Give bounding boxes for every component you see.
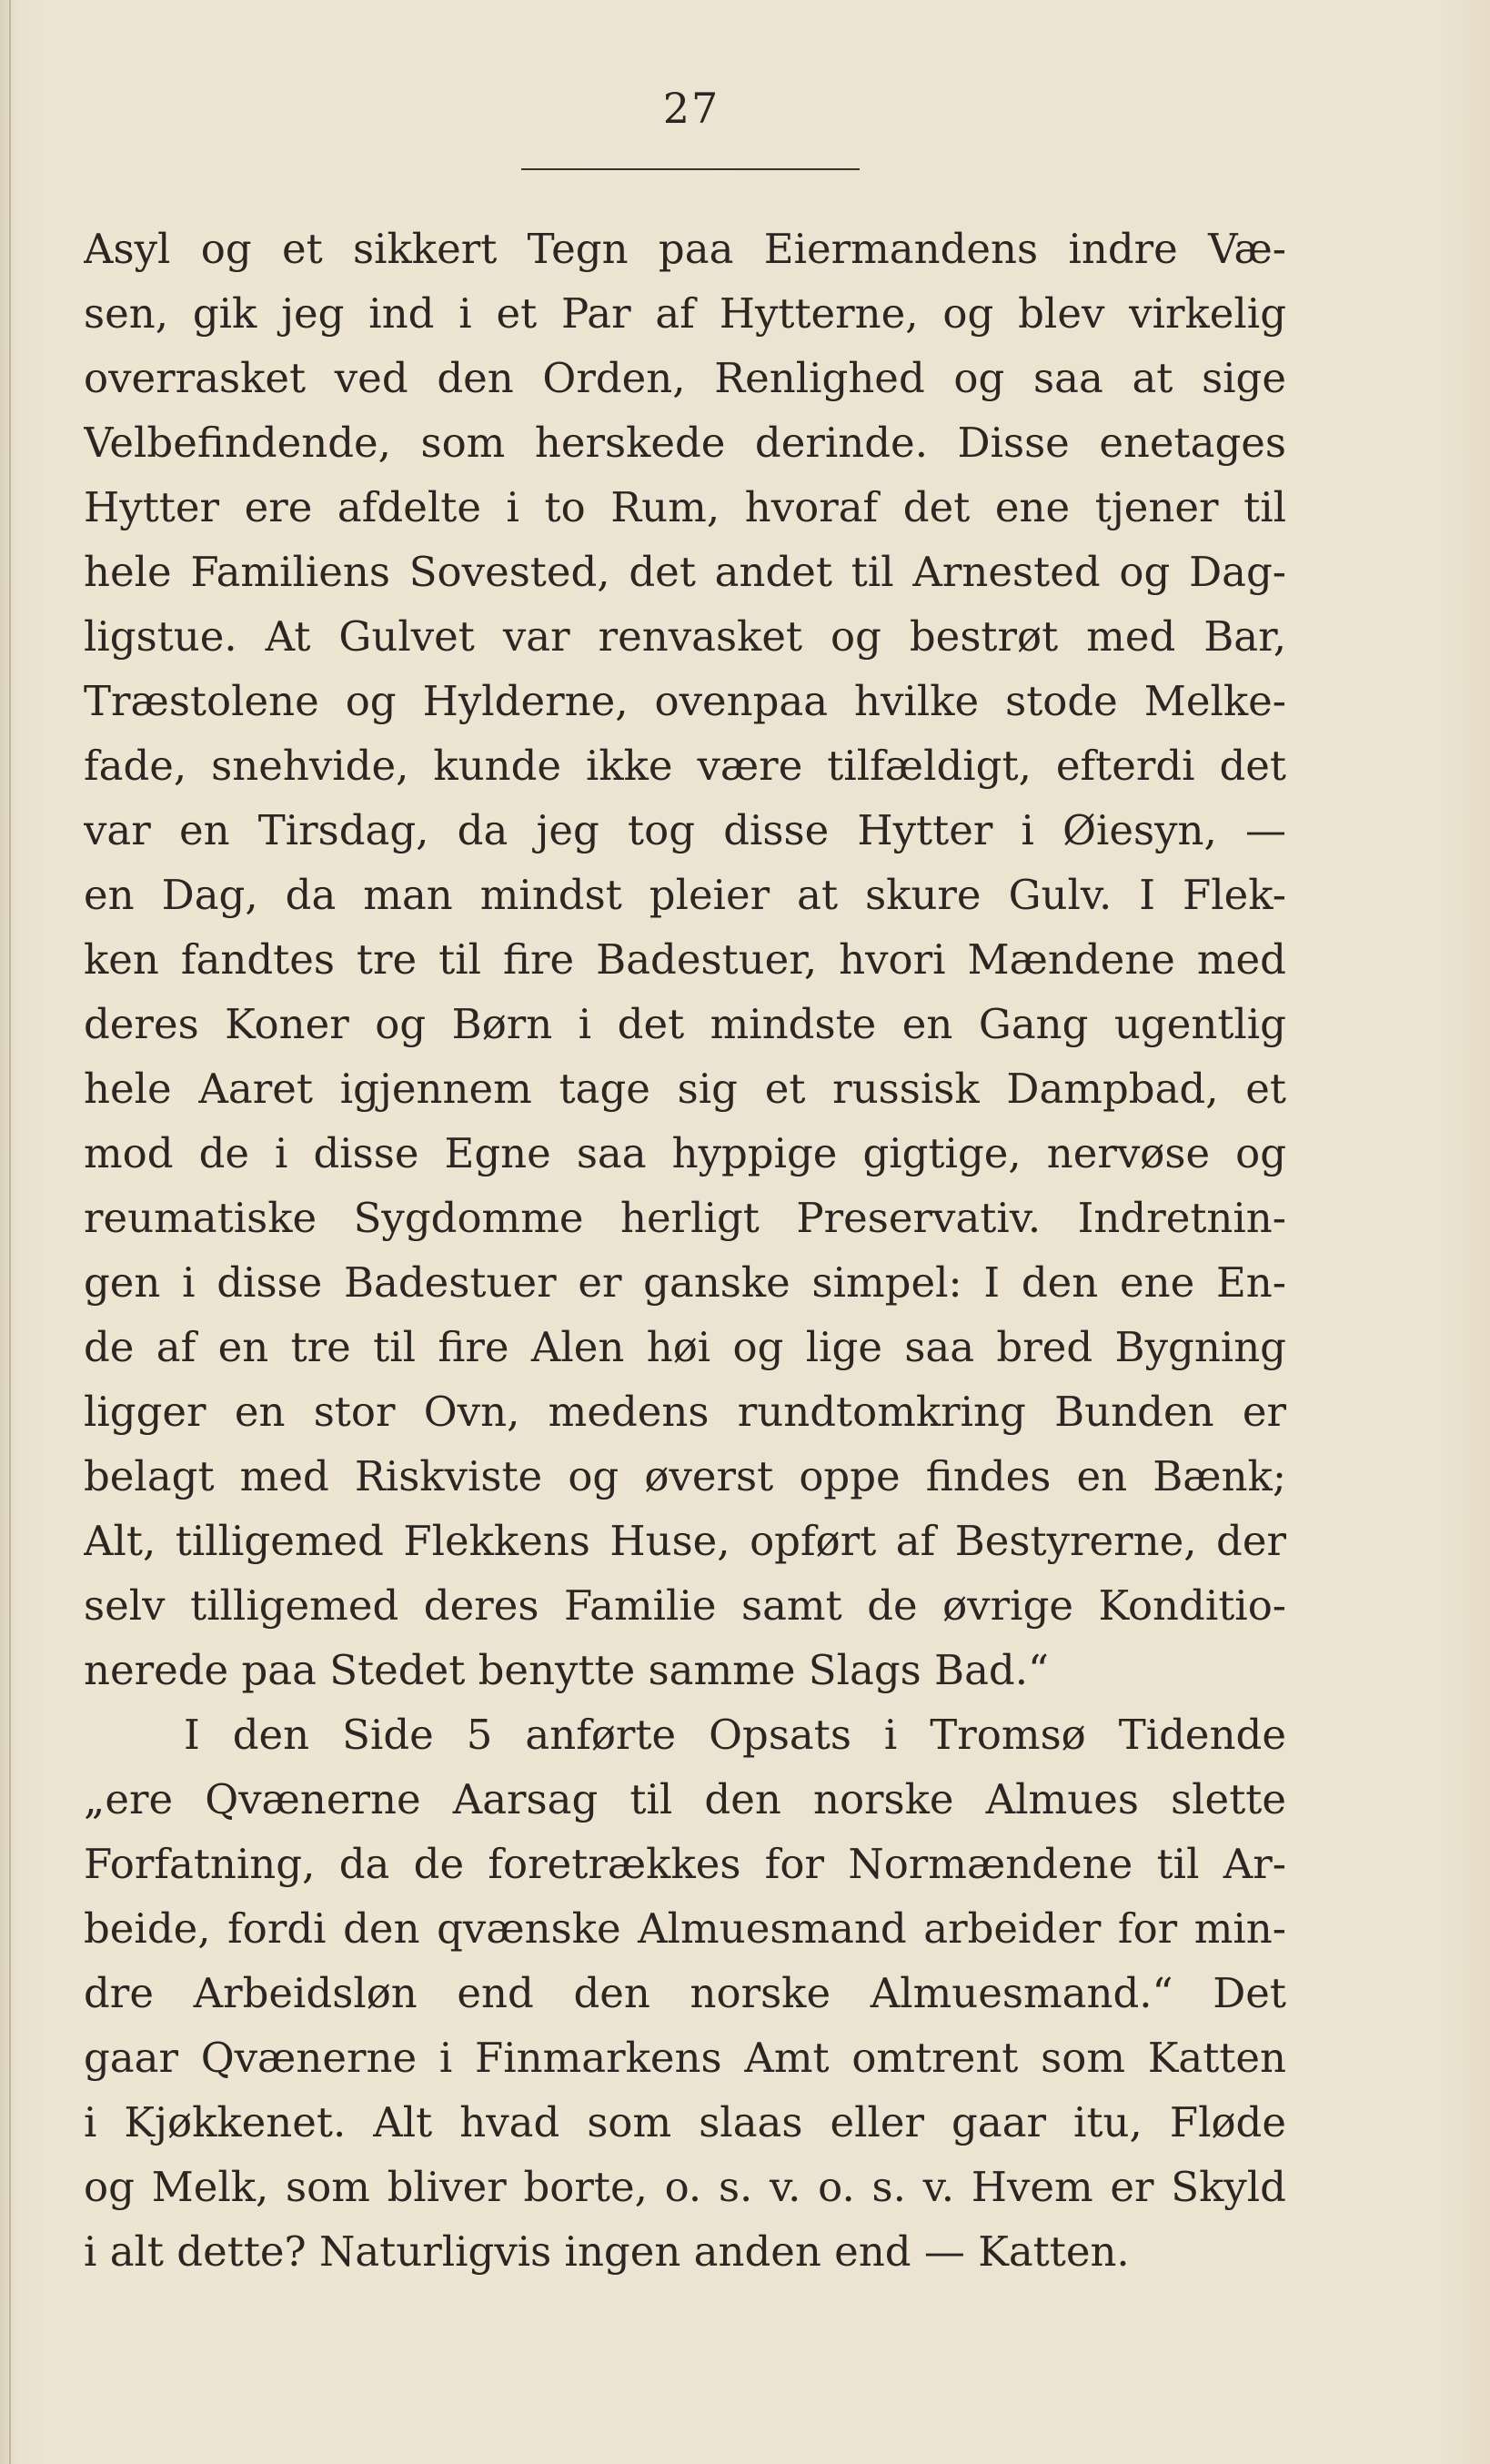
text-line: en Dag, da man mindst pleier at skure Gulv. I Flek- (84, 871, 1286, 919)
text-line: fade, snehvide, kunde ikke være tilfældigt, efterdi det (84, 742, 1286, 790)
text-line: deres Koner og Børn i det mindste en Gang ugentlig (84, 1000, 1286, 1048)
text-line: dre Arbeidsløn end den norske Almuesmand.“ Det (84, 1969, 1286, 2017)
page-number: 27 (662, 84, 720, 133)
text-line: overrasket ved den Orden, Renlighed og saa at sige (84, 354, 1286, 402)
text-line: I den Side 5 anførte Opsats i Tromsø Tidende (184, 1711, 1286, 1759)
body-text (84, 217, 1286, 2284)
text-line: „ere Qvænerne Aarsag til den norske Almues slette (84, 1775, 1286, 1823)
text-line: selv tilligemed deres Familie samt de øvrige Konditio- (84, 1581, 1286, 1630)
page-edge-shadow (9, 0, 11, 2464)
text-line: de af en tre til fire Alen høi og lige saa bred Bygning (84, 1323, 1286, 1371)
text-line: gen i disse Badestuer er ganske simpel: I den ene En- (84, 1258, 1286, 1307)
text-line: i Kjøkkenet. Alt hvad som slaas eller gaar itu, Fløde (84, 2098, 1286, 2146)
text-line: ligstue. At Gulvet var renvasket og bestrøt med Bar, (84, 612, 1286, 661)
text-line: mod de i disse Egne saa hyppige gigtige, nervøse og (84, 1129, 1286, 1177)
text-line: belagt med Riskviste og øverst oppe findes en Bænk; (84, 1452, 1286, 1500)
text-line: og Melk, som bliver borte, o. s. v. o. s. v. Hvem er Skyld (84, 2163, 1286, 2211)
text-line: beide, fordi den qvænske Almuesmand arbeider for min- (84, 1904, 1286, 1953)
text-line: Forfatning, da de foretrækkes for Normændene til Ar- (84, 1840, 1286, 1888)
text-line: ligger en stor Ovn, medens rundtomkring Bunden er (84, 1388, 1286, 1436)
text-line: Asyl og et sikkert Tegn paa Eiermandens indre Væ- (84, 225, 1286, 273)
text-line: i alt dette? Naturligvis ingen anden end — Katten. (84, 2227, 1130, 2276)
text-line: var en Tirsdag, da jeg tog disse Hytter i Øiesyn, — (84, 806, 1286, 854)
text-line: hele Aaret igjennem tage sig et russisk Dampbad, et (84, 1065, 1286, 1113)
text-line: sen, gik jeg ind i et Par af Hytterne, og blev virkelig (84, 289, 1286, 338)
text-line: Velbefindende, som herskede derinde. Disse enetages (84, 419, 1286, 467)
text-line: nerede paa Stedet benytte samme Slags Bad.“ (84, 1646, 1050, 1694)
text-line: Hytter ere afdelte i to Rum, hvoraf det ene tjener til (84, 483, 1286, 531)
text-line: ken fandtes tre til fire Badestuer, hvori Mændene med (84, 935, 1286, 984)
text-line: Træstolene og Hylderne, ovenpaa hvilke stode Melke- (84, 677, 1286, 725)
text-line: hele Familiens Sovested, det andet til Arnested og Dag- (84, 548, 1286, 596)
text-line: Alt, tilligemed Flekkens Huse, opført af Bestyrerne, der (84, 1517, 1286, 1565)
text-line: reumatiske Sygdomme herligt Preservativ. Indretnin- (84, 1194, 1286, 1242)
header-rule (521, 168, 860, 170)
text-line: gaar Qvænerne i Finmarkens Amt omtrent som Katten (84, 2034, 1286, 2082)
